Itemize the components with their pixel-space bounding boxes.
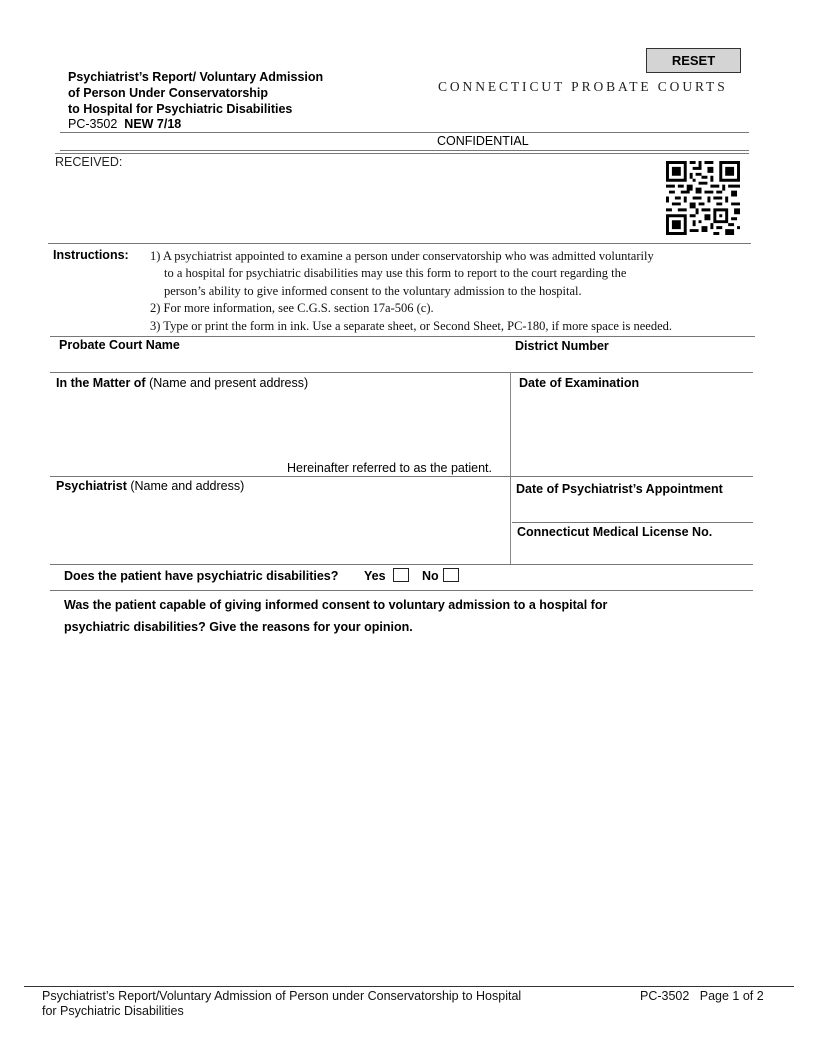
no-label: No: [422, 569, 439, 583]
court-top-divider: [50, 336, 755, 337]
yes-label: Yes: [364, 569, 386, 583]
district-number-input[interactable]: [515, 355, 745, 370]
form-number: [68, 117, 181, 131]
yes-checkbox[interactable]: [393, 568, 409, 582]
license-label: Connecticut Medical License No.: [517, 525, 713, 539]
matter-name-address-input[interactable]: [56, 393, 504, 459]
instruction-item: person’s ability to give informed consent to the voluntary admission to the hospital.: [164, 283, 582, 298]
psychiatrist-label-hint: (Name and address): [126, 479, 245, 493]
probate-court-name-input[interactable]: [59, 354, 499, 370]
form-title-line: of Person Under Conservatorship: [68, 86, 269, 100]
license-top-divider: [512, 522, 753, 523]
header-divider: [60, 132, 749, 133]
matter-column-divider: [510, 372, 511, 564]
question-top-divider: [50, 564, 753, 565]
matter-label-hint: (Name and present address): [145, 376, 309, 390]
agency-name: CONNECTICUT PROBATE COURTS: [438, 79, 728, 94]
form-id: PC-3502: [68, 117, 118, 131]
psychiatrist-name-address-input[interactable]: [56, 496, 504, 560]
instructions-text: [150, 248, 672, 335]
psychiatrist-top-divider: [50, 476, 753, 477]
reset-button[interactable]: RESET: [646, 48, 741, 73]
date-of-examination-input[interactable]: [519, 393, 747, 473]
footer-title: [42, 989, 521, 1019]
instructions-top-divider: [48, 243, 751, 244]
matter-label: [56, 376, 308, 390]
consent-reasons-textarea[interactable]: [64, 640, 750, 978]
form-title-line: Psychiatrist’s Report/ Voluntary Admission: [68, 70, 324, 84]
received-stamp-area[interactable]: [55, 170, 645, 240]
license-input[interactable]: [517, 542, 747, 560]
instruction-item: 1) A psychiatrist appointed to examine a person under conservatorship who was admitted voluntarily: [150, 249, 654, 263]
instructions-label: Instructions:: [53, 248, 129, 262]
received-divider-top: [60, 150, 749, 151]
instruction-item: 2) For more information, see C.G.S. section 17a-506 (c).: [150, 301, 434, 316]
footer-title-line: Psychiatrist’s Report/Voluntary Admission of Person under Conservatorship to Hospital: [42, 989, 522, 1003]
matter-label-main: In the Matter of: [56, 376, 146, 390]
footer-divider: [24, 986, 794, 987]
question-consent-line: psychiatric disabilities? Give the reasons for your opinion.: [64, 620, 413, 634]
footer-page-info: [640, 989, 764, 1003]
qr-code: [666, 161, 740, 235]
instruction-item: to a hospital for psychiatric disabilities may use this form to report to the court regarding the: [164, 266, 627, 281]
no-checkbox[interactable]: [443, 568, 459, 582]
district-number-label: District Number: [515, 339, 609, 353]
probate-court-name-label: Probate Court Name: [59, 338, 180, 352]
form-version: NEW 7/18: [124, 117, 182, 131]
question2-top-divider: [50, 590, 753, 591]
form-title-line: to Hospital for Psychiatric Disabilities: [68, 102, 293, 116]
form-title: [68, 69, 323, 117]
question-consent-text: [64, 594, 607, 638]
footer-form-id: PC-3502: [640, 989, 690, 1003]
received-label: RECEIVED:: [55, 155, 123, 169]
appointment-date-input[interactable]: [516, 499, 747, 519]
hereinafter-text: Hereinafter referred to as the patient.: [287, 461, 492, 475]
instruction-item: 3) Type or print the form in ink. Use a separate sheet, or Second Sheet, PC-180, if more space is needed.: [150, 318, 673, 333]
date-of-examination-label: Date of Examination: [519, 376, 640, 390]
matter-top-divider: [50, 372, 753, 373]
question-consent-line: Was the patient capable of giving informed consent to voluntary admission to a hospital for: [64, 598, 608, 612]
received-divider-bottom: [55, 153, 749, 154]
confidential-label: CONFIDENTIAL: [437, 134, 529, 148]
psychiatrist-label-main: Psychiatrist: [56, 479, 127, 493]
footer-title-line: for Psychiatric Disabilities: [42, 1004, 184, 1018]
psychiatrist-label: [56, 479, 244, 493]
footer-page-number: Page 1 of 2: [699, 989, 764, 1003]
question-disabilities-text: Does the patient have psychiatric disabilities?: [64, 569, 339, 583]
appointment-date-label: Date of Psychiatrist’s Appointment: [516, 482, 723, 496]
